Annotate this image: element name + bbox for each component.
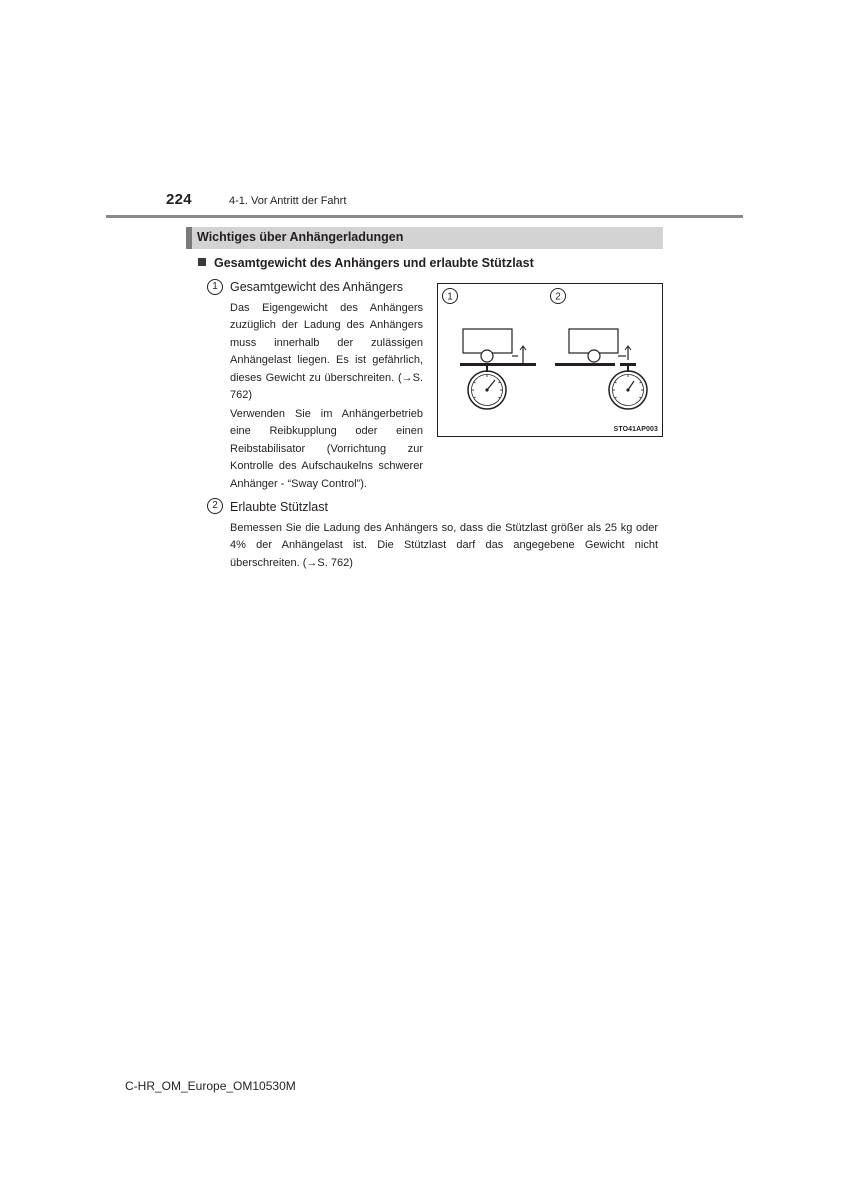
section-bar-accent [186,227,192,249]
section-title-bar [186,227,663,249]
trailer-scale-illustration [438,284,664,438]
item-2-paragraph-1: Bemessen Sie die Ladung des Anhängers so, dass die Stützlast größer als 25 kg oder 4% der Anhängelast ist. Die Stützlast darf das angegebene Gewicht nicht überschreiten. (→S. 762) [230,522,658,569]
scenario-1-scale-dial [468,366,506,409]
scenario-2-trailer [569,329,631,362]
header-rule [106,215,743,218]
subsection-heading [198,256,534,270]
section-title: Wichtiges über Anhängerladungen [197,230,404,244]
trailer-load-figure [437,283,663,437]
item-title-1: Gesamtgewicht des Anhängers [230,280,404,294]
figure-label-1-text: 1 [447,291,453,303]
item-1-paragraph-1: Das Eigengewicht des Anhängers zuzüglich der Ladung des Anhängers muss innerhalb der zulässigen Anhängelast liegen. Es ist gefährlich, dieses Gewicht zu überschreiten. (→S. 762) [230,302,423,402]
item-number-circle-2: 2 [207,498,223,514]
figure-label-1 [443,289,458,304]
scenario-2-scale-dial [609,366,647,409]
page-number: 224 [166,191,192,208]
square-bullet-icon [198,258,206,266]
figure-label-2-text: 2 [555,291,561,303]
document-id: C-HR_OM_Europe_OM10530M [125,1079,296,1093]
item-title-2: Erlaubte Stützlast [230,500,328,514]
scenario-1-trailer [463,329,526,364]
figure-code: STO41AP003 [613,426,658,433]
chapter-label: 4-1. Vor Antritt der Fahrt [229,195,347,207]
item-1-paragraph-2: Verwenden Sie im Anhängerbetrieb eine Reibkupplung oder einen Reibstabilisator (Vorrichtung zur Kontrolle des Aufschaukelns schwerer Anhänger - “Sway Control”). [230,408,423,490]
figure-label-2 [551,289,566,304]
item-number-circle-1: 1 [207,279,223,295]
subsection-heading-text: Gesamtgewicht des Anhängers und erlaubte Stützlast [214,256,534,270]
